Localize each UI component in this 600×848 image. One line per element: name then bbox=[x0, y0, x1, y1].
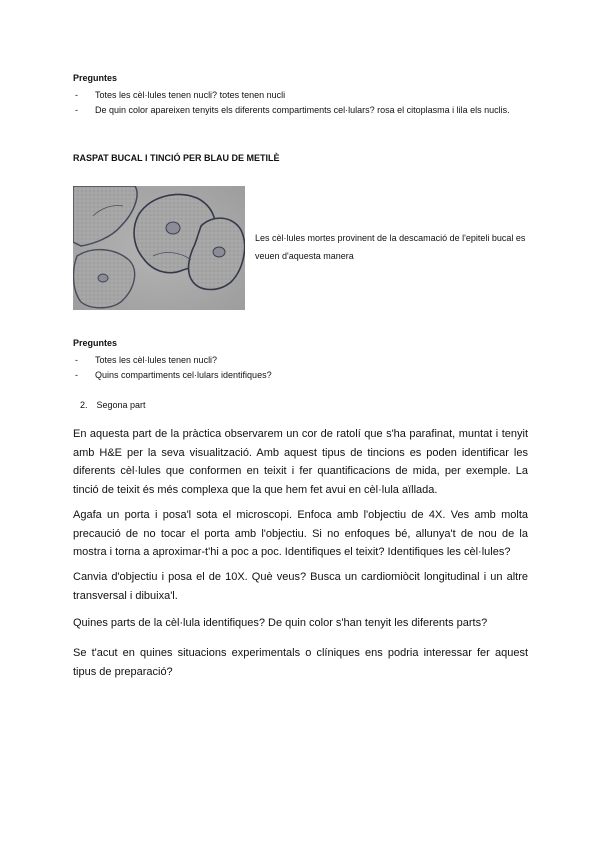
part-heading bbox=[80, 400, 146, 410]
question-item: - Quins compartiments cel·lulars identifiques? bbox=[73, 368, 523, 383]
section-title: RASPAT BUCAL I TINCIÓ PER BLAU DE METILÈ bbox=[73, 153, 280, 163]
question-item: - Totes les cèl·lules tenen nucli? totes tenen nucli bbox=[73, 88, 523, 103]
paragraph: En aquesta part de la pràctica observarem un cor de ratolí que s'ha parafinat, muntat i tenyit amb H&E per la seva visualització. Amb aquest tipus de tincions es poden identificar les diferents cèl·lules que conformen en teixit i fer quantificacions de mida, per exemple. La tinció de teixit és més complexa que la que hem fet avui en cèl·lula aïllada. bbox=[73, 428, 528, 496]
questions-list-1 bbox=[73, 88, 523, 118]
questions-heading-2: Preguntes bbox=[73, 338, 118, 348]
question-item: - De quin color apareixen tenyits els diferents compartiments cel·lulars? rosa el citoplasma i lila els nuclis. bbox=[73, 103, 515, 118]
buccal-cells-illustration bbox=[73, 186, 245, 310]
microscope-image bbox=[73, 186, 245, 310]
paragraph: Quines parts de la cèl·lula identifiques? De quin color s'han tenyit les diferents parts? bbox=[73, 617, 488, 629]
questions-list-2 bbox=[73, 353, 523, 383]
questions-heading-1: Preguntes bbox=[73, 73, 118, 83]
question-item: - Totes les cèl·lules tenen nucli? bbox=[73, 353, 523, 368]
paragraph: Canvia d'objectiu i posa el de 10X. Què veus? Busca un cardiomiòcit longitudinal i un altre transversal i dibuixa'l. bbox=[73, 571, 528, 602]
image-caption: Les cèl·lules mortes provinent de la descamació de l'epiteli bucal es veuen d'aquesta manera bbox=[255, 233, 526, 261]
paragraph: Agafa un porta i posa'l sota el microscopi. Enfoca amb l'objectiu de 4X. Ves amb molta precaució de no tocar el porta amb l'objectiu. Si no enfoques bé, allunya't de nou de la mostra i torna a aproximar-t'hi a poc a poc. Identifiques el teixit? Identifiques les cèl·lules? bbox=[73, 509, 528, 558]
part-number: 2. bbox=[80, 400, 88, 410]
paragraph: Se t'acut en quines situacions experimentals o clíniques ens podria interessar fer aquest tipus de preparació? bbox=[73, 647, 528, 678]
part-title: Segona part bbox=[96, 400, 146, 410]
